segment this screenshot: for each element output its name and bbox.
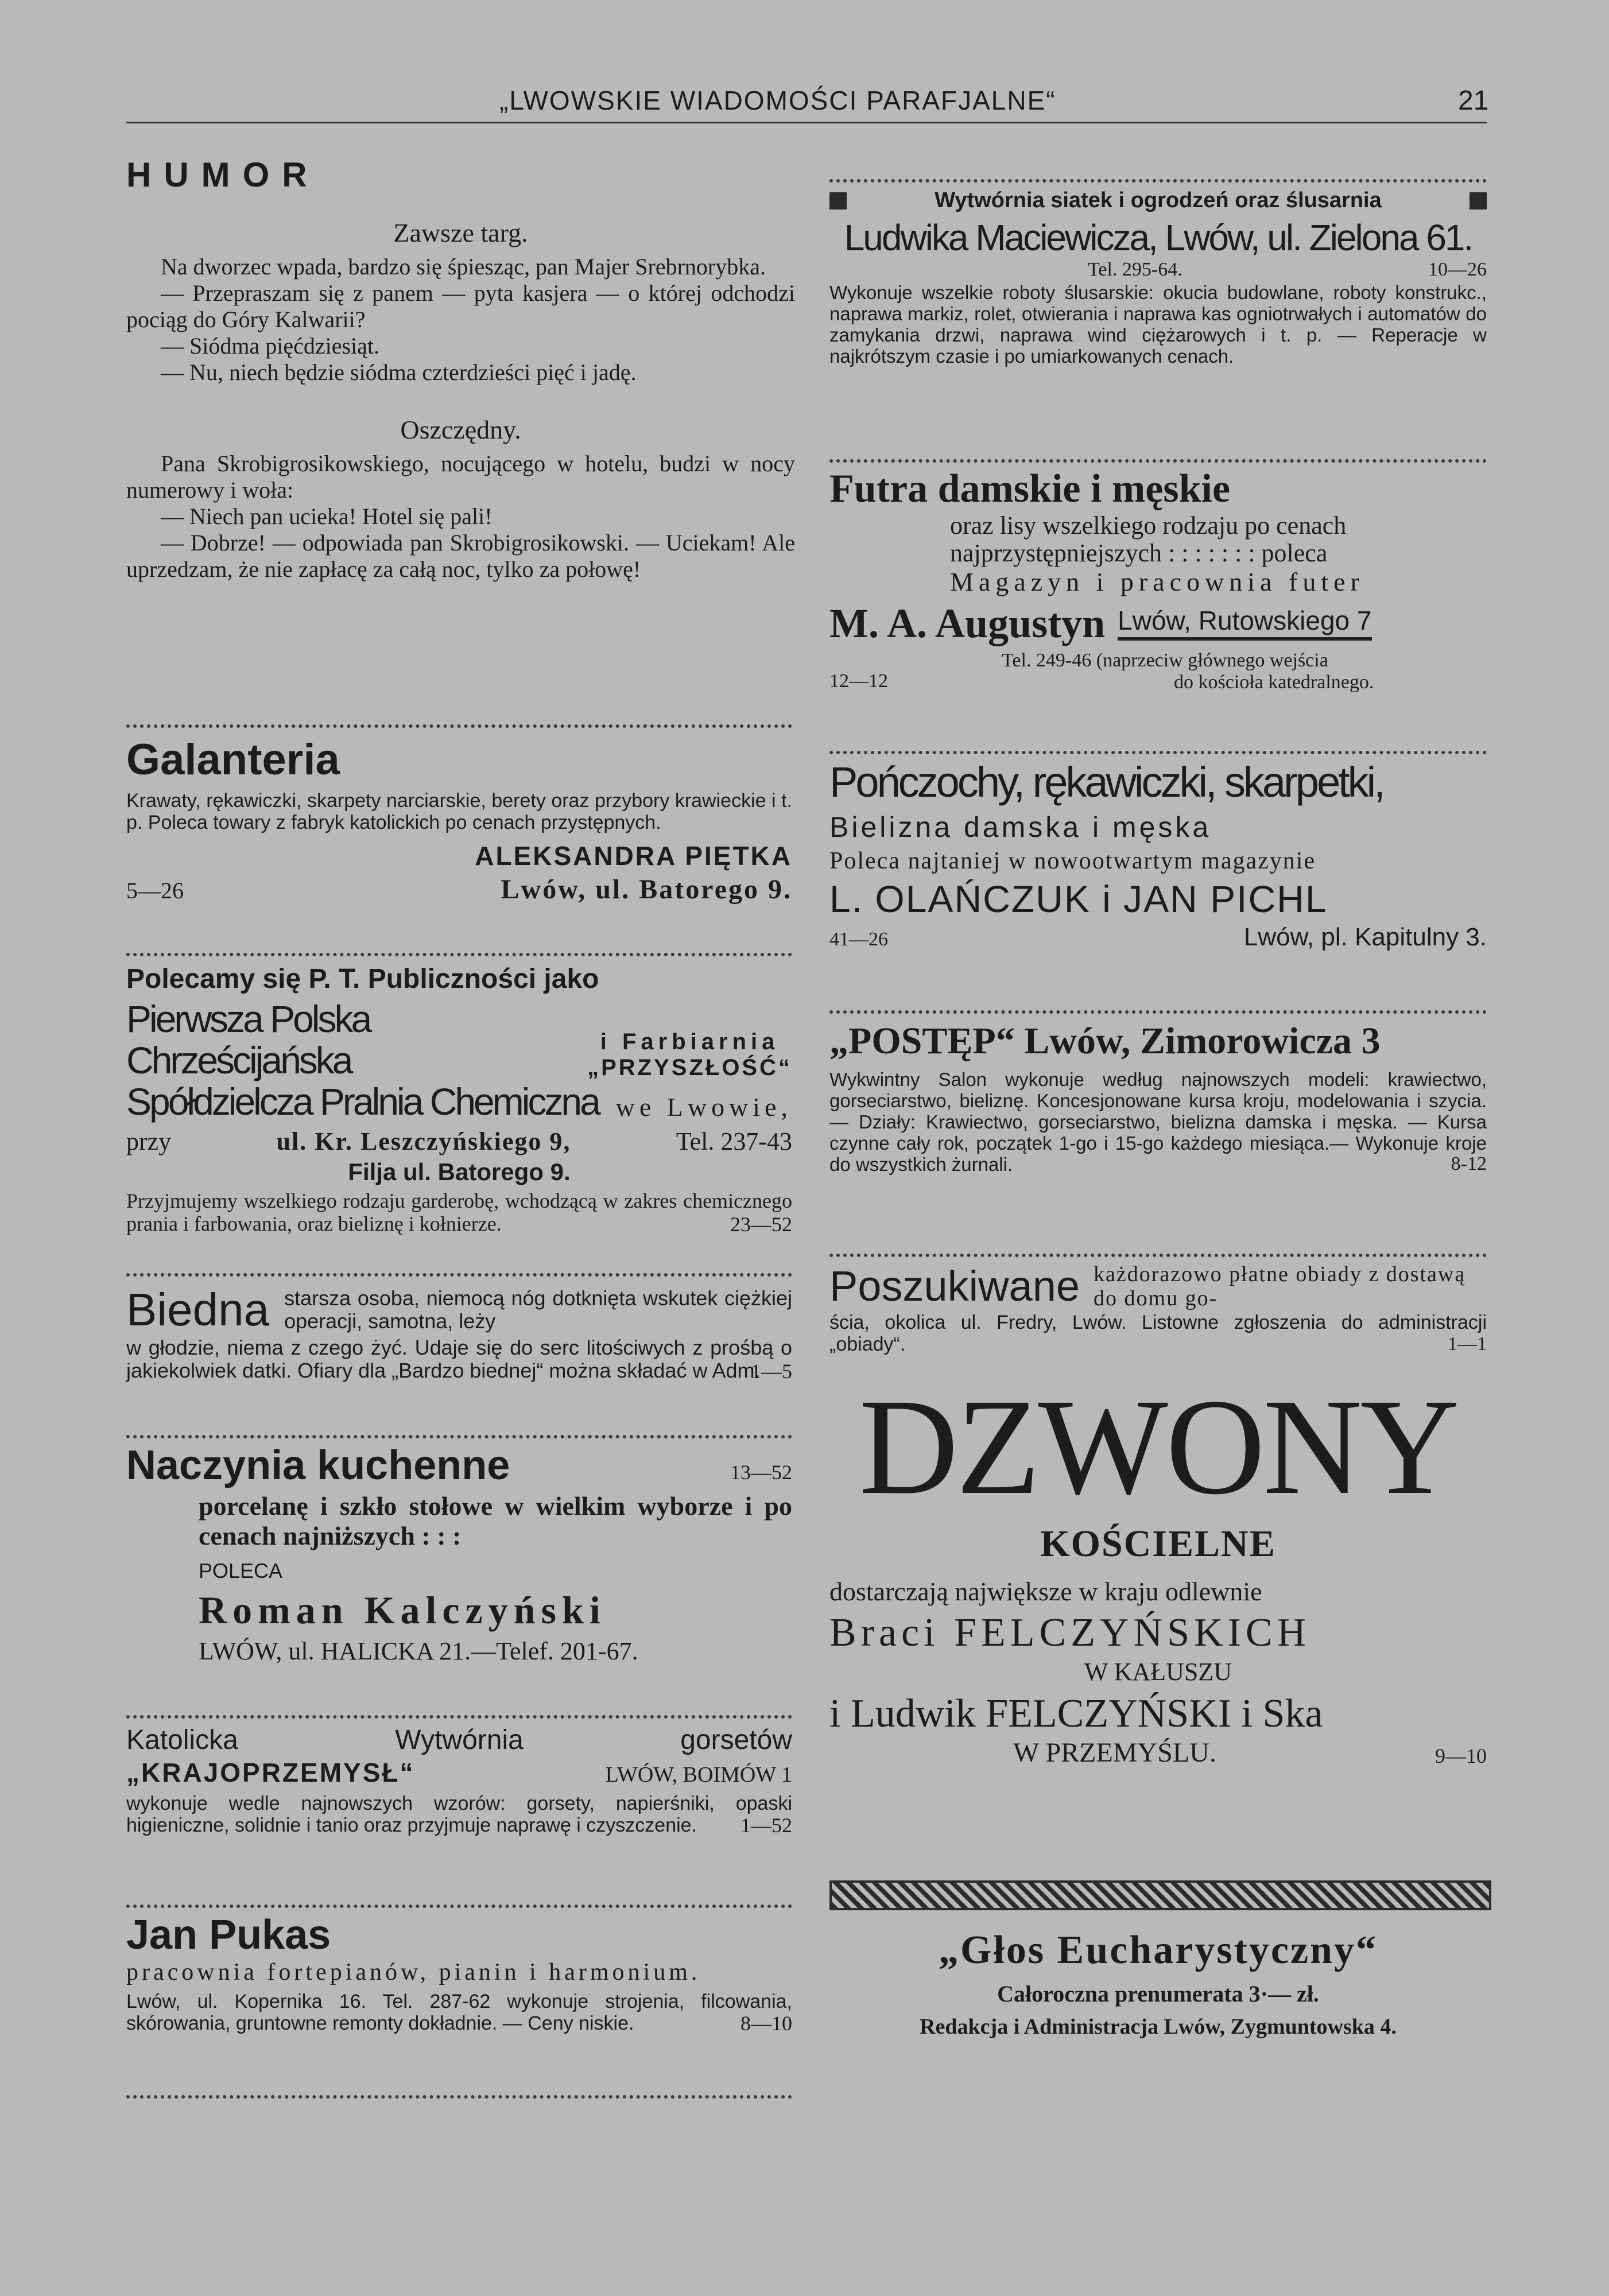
galanteria-address: Lwów, ul. Batorego 9. [501, 874, 792, 905]
joke2-body [126, 451, 795, 583]
ornament-band [829, 1880, 1491, 1910]
pralnia-address: ul. Kr. Leszczyńskiego 9, [276, 1127, 571, 1155]
divider [829, 1010, 1487, 1014]
galanteria-code: 5—26 [126, 878, 184, 903]
divider [829, 179, 1487, 183]
gorsety-wytwornia: Wytwórnia [395, 1725, 524, 1755]
humor-heading: HUMOR [126, 156, 320, 194]
galanteria-owner: ALEKSANDRA PIĘTKA [475, 841, 792, 871]
galanteria-text: Krawaty, rękawiczki, skarpety narciarskie, berety oraz przybory krawieckie i t. p. Poleca towary z fabryk katolickich po cenach przystępnych. [126, 790, 792, 833]
naczynia-poleca: POLECA [199, 1559, 283, 1583]
pralnia-farbiarnia: i Farbiarnia [600, 1029, 780, 1054]
joke1-line: Na dworzec wpada, bardzo się śpiesząc, pan Majer Srebrnorybka. [161, 254, 766, 280]
poszukiwane-text: ścia, okolica ul. Fredry, Lwów. Listowne zgłoszenia do administracji „obiady“. [829, 1312, 1487, 1355]
joke2-title: Oszczędny. [400, 415, 521, 444]
gorsety-gorsetow: gorsetów [680, 1725, 792, 1755]
biedna-code: 1—5 [751, 1360, 792, 1383]
ad-biedna [126, 1283, 792, 1383]
joke1-line: — Nu, niech będzie siódma czterdzieści pięć i jadę. [161, 359, 637, 385]
biedna-text: w głodzie, niema z czego żyć. Udaje się do serc litościwych z prośbą o jakiekolwiek datki. Ofiary dla „Bardzo biednej“ można składać w Adm. [126, 1336, 792, 1382]
ponczochy-subtitle: Bielizna damska i męska [829, 811, 1212, 843]
gorsety-katolicka: Katolicka [126, 1725, 238, 1755]
futra-phone: Tel. 249-46 (naprzeciw głównego wejścia [1002, 650, 1328, 671]
divider [126, 1715, 792, 1719]
dzwony-name2: i Ludwik FELCZYŃSKI i Ska [829, 1692, 1323, 1736]
ad-glos [829, 1927, 1487, 2039]
futra-owner: M. A. Augustyn [829, 600, 1106, 646]
ad-slusarnia [829, 188, 1487, 367]
ponczochy-line: Poleca najtaniej w nowootwartym magazynie [829, 848, 1316, 874]
gorsety-name: „KRAJOPRZEMYSŁ“ [126, 1758, 415, 1787]
poszukiwane-title: Poszukiwane [829, 1262, 1080, 1310]
running-header-title: „LWOWSKIE WIADOMOŚCI PARAFJALNE“ [499, 86, 1056, 115]
slusarnia-heading: Wytwórnia siatek i ogrodzeń oraz ślusarnia [935, 188, 1382, 212]
ad-galanteria [126, 735, 792, 905]
glos-title: „Głos Eucharystyczny“ [939, 1928, 1378, 1972]
futra-title: Futra damskie i męskie [829, 467, 1231, 511]
ad-poszukiwane [829, 1262, 1487, 1355]
gorsety-code: 1—52 [740, 1814, 792, 1837]
postep-code: 8-12 [1451, 1153, 1487, 1174]
slusarnia-text: Wykonuje wszelkie roboty ślusarskie: okucia budowlane, roboty konstrukc., naprawa markiz, rolet, otwierania i naprawa kas ogniotrwałych i automatów do zamykania drzwi, naprawa wind ciężarowych i t. p. — Reperacje w najkrótszym czasie i po umiarkowanych cenach. [829, 282, 1487, 367]
divider [126, 2095, 792, 2099]
ad-ponczochy [829, 758, 1487, 952]
pralnia-name-line1: Pierwsza Polska Chrześcijańska [126, 998, 370, 1081]
pralnia-address-prefix: przy [126, 1127, 172, 1155]
pralnia-intro: Polecamy się P. T. Publiczności jako [126, 964, 599, 994]
poszukiwane-text-first: każdorazowo płatne obiady z dostawą do domu go- [1094, 1262, 1466, 1310]
postep-title: „POSTĘP“ Lwów, Zimorowicza 3 [829, 1020, 1381, 1062]
futra-phone2: do kościoła katedralnego. [1174, 672, 1374, 693]
slusarnia-name: Ludwika Maciewicza, Lwów, ul. Zielona 61. [844, 217, 1472, 258]
futra-code: 12—12 [829, 670, 888, 692]
header-rule [126, 122, 1487, 123]
joke2-line: Pana Skrobigrosikowskiego, nocującego w hotelu, budzi w nocy numerowy i woła: [126, 451, 795, 503]
ad-pralnia [126, 963, 792, 1236]
divider [829, 751, 1487, 754]
dzwony-name1: Braci FELCZYŃSKICH [829, 1611, 1311, 1655]
pralnia-branch: Filja ul. Batorego 9. [348, 1158, 571, 1185]
dzwony-place2: W PRZEMYŚLU. [1013, 1737, 1216, 1768]
pralnia-code: 23—52 [730, 1213, 792, 1236]
poszukiwane-code: 1—1 [1448, 1333, 1487, 1355]
joke1-title: Zawsze targ. [393, 218, 528, 247]
pralnia-name-line2: Spółdzielcza Pralnia Chemiczna [126, 1080, 599, 1123]
dzwony-line1: dostarczają największe w kraju odlewnie [829, 1577, 1262, 1606]
postep-text: Wykwintny Salon wykonuje według najnowszych modeli: krawiectwo, gorseciarstwo, bieliznę. Koncesjonowane kursa kroju, modelowania i szycia. — Działy: Krawiectwo, gorseciarstwo, bielizna damska i męska. — Kursa czynne cały rok, początek 1-go i 15-go każdego miesiąca.— Wykonuje kroje do wszystkich żurnali. [829, 1069, 1487, 1175]
divider [126, 1435, 792, 1438]
ad-gorsety [126, 1724, 792, 1837]
divider [829, 459, 1487, 463]
ad-naczynia [126, 1442, 792, 1666]
pukas-subtitle: pracownia fortepianów, pianin i harmonium. [126, 1959, 701, 1985]
slusarnia-code: 10—26 [1428, 259, 1487, 280]
divider [126, 953, 792, 956]
divider [126, 1905, 792, 1908]
pralnia-phone: Tel. 237-43 [676, 1127, 792, 1155]
naczynia-code: 13—52 [730, 1461, 792, 1484]
ad-dzwony [829, 1370, 1487, 1771]
joke1-line: — Siódma pięćdziesiąt. [161, 333, 380, 359]
biedna-text-first: starsza osoba, niemocą nóg dotknięta wskutek ciężkiej operacji, samotna, leży [284, 1286, 792, 1333]
ad-futra [829, 466, 1487, 696]
joke1-line: — Przepraszam się z panem — pyta kasjera — o której odchodzi pociąg do Góry Kalwarii? [126, 280, 795, 332]
joke2-line: — Dobrze! — odpowiada pan Skrobigrosikowski. — Uciekam! Ale uprzedzam, że nie zapłacę za całą noc, tylko za połowę! [126, 530, 795, 582]
divider [126, 724, 792, 728]
ponczochy-code: 41—26 [829, 929, 888, 950]
dzwony-place1: W KAŁUSZU [1084, 1658, 1232, 1686]
divider [126, 1273, 792, 1277]
ponczochy-title: Pończochy, rękawiczki, skarpetki, [829, 758, 1383, 806]
pukas-text: Lwów, ul. Kopernika 16. Tel. 287-62 wykonuje strojenia, filcowania, skórowania, gruntowne remonty dokładnie. — Ceny niskie. [126, 1991, 792, 2034]
naczynia-address: LWÓW, ul. HALICKA 21.—Telef. 201-67. [199, 1637, 638, 1665]
futra-line1: oraz lisy wszelkiego rodzaju po cenach [950, 511, 1347, 540]
futra-address: Lwów, Rutowskiego 7 [1118, 605, 1371, 641]
ad-postep [829, 1019, 1487, 1175]
square-icon [1470, 192, 1487, 210]
naczynia-owner: Roman Kalczyński [199, 1588, 606, 1632]
ponczochy-address: Lwów, pl. Kapitulny 3. [1243, 923, 1487, 951]
pukas-title: Jan Pukas [126, 1912, 331, 1958]
pralnia-przyszlosc: „PRZYSZŁOŚĆ“ [587, 1055, 792, 1080]
dzwony-subtitle: KOŚCIELNE [1040, 1523, 1276, 1565]
divider [829, 1254, 1487, 1257]
pralnia-text: Przyjmujemy wszelkiego rodzaju garderobę, wchodzącą w zakres chemicznego prania i farbowania, oraz bieliznę i kołnierze. [126, 1189, 792, 1235]
dzwony-code: 9—10 [1435, 1744, 1487, 1767]
slusarnia-phone: Tel. 295-64. [1088, 259, 1182, 280]
glos-address: Redakcja i Administracja Lwów, Zygmuntowska 4. [920, 2015, 1397, 2039]
joke1-body [126, 254, 795, 386]
glos-price: Całoroczna prenumerata 3·— zł. [997, 1981, 1319, 2007]
joke2-line: — Niech pan ucieka! Hotel się pali! [161, 503, 493, 529]
left-column [126, 155, 795, 583]
galanteria-title: Galanteria [126, 735, 340, 784]
gorsety-text: wykonuje wedle najnowszych wzorów: gorsety, napierśniki, opaski higieniczne, solidnie i tanio oraz przyjmuje naprawę i czyszczenie. [126, 1793, 792, 1836]
pralnia-city: we Lwowie, [615, 1092, 792, 1122]
naczynia-title: Naczynia kuchenne [126, 1442, 510, 1488]
naczynia-text: porcelanę i szkło stołowe w wielkim wyborze i po cenach najniższych : : : [199, 1491, 792, 1550]
biedna-title: Biedna [126, 1284, 270, 1335]
pukas-code: 8—10 [740, 2012, 792, 2035]
ponczochy-owner: L. OLAŃCZUK i JAN PICHL [829, 878, 1328, 920]
futra-line2: najprzystępniejszych : : : : : : : poleca [950, 539, 1328, 567]
gorsety-address: LWÓW, BOIMÓW 1 [605, 1763, 792, 1787]
ad-pukas [126, 1911, 792, 2035]
page-number: 21 [1458, 86, 1489, 116]
square-icon [829, 192, 847, 210]
futra-line3: Magazyn i pracownia futer [950, 567, 1364, 596]
dzwony-title: DZWONY [859, 1370, 1457, 1523]
